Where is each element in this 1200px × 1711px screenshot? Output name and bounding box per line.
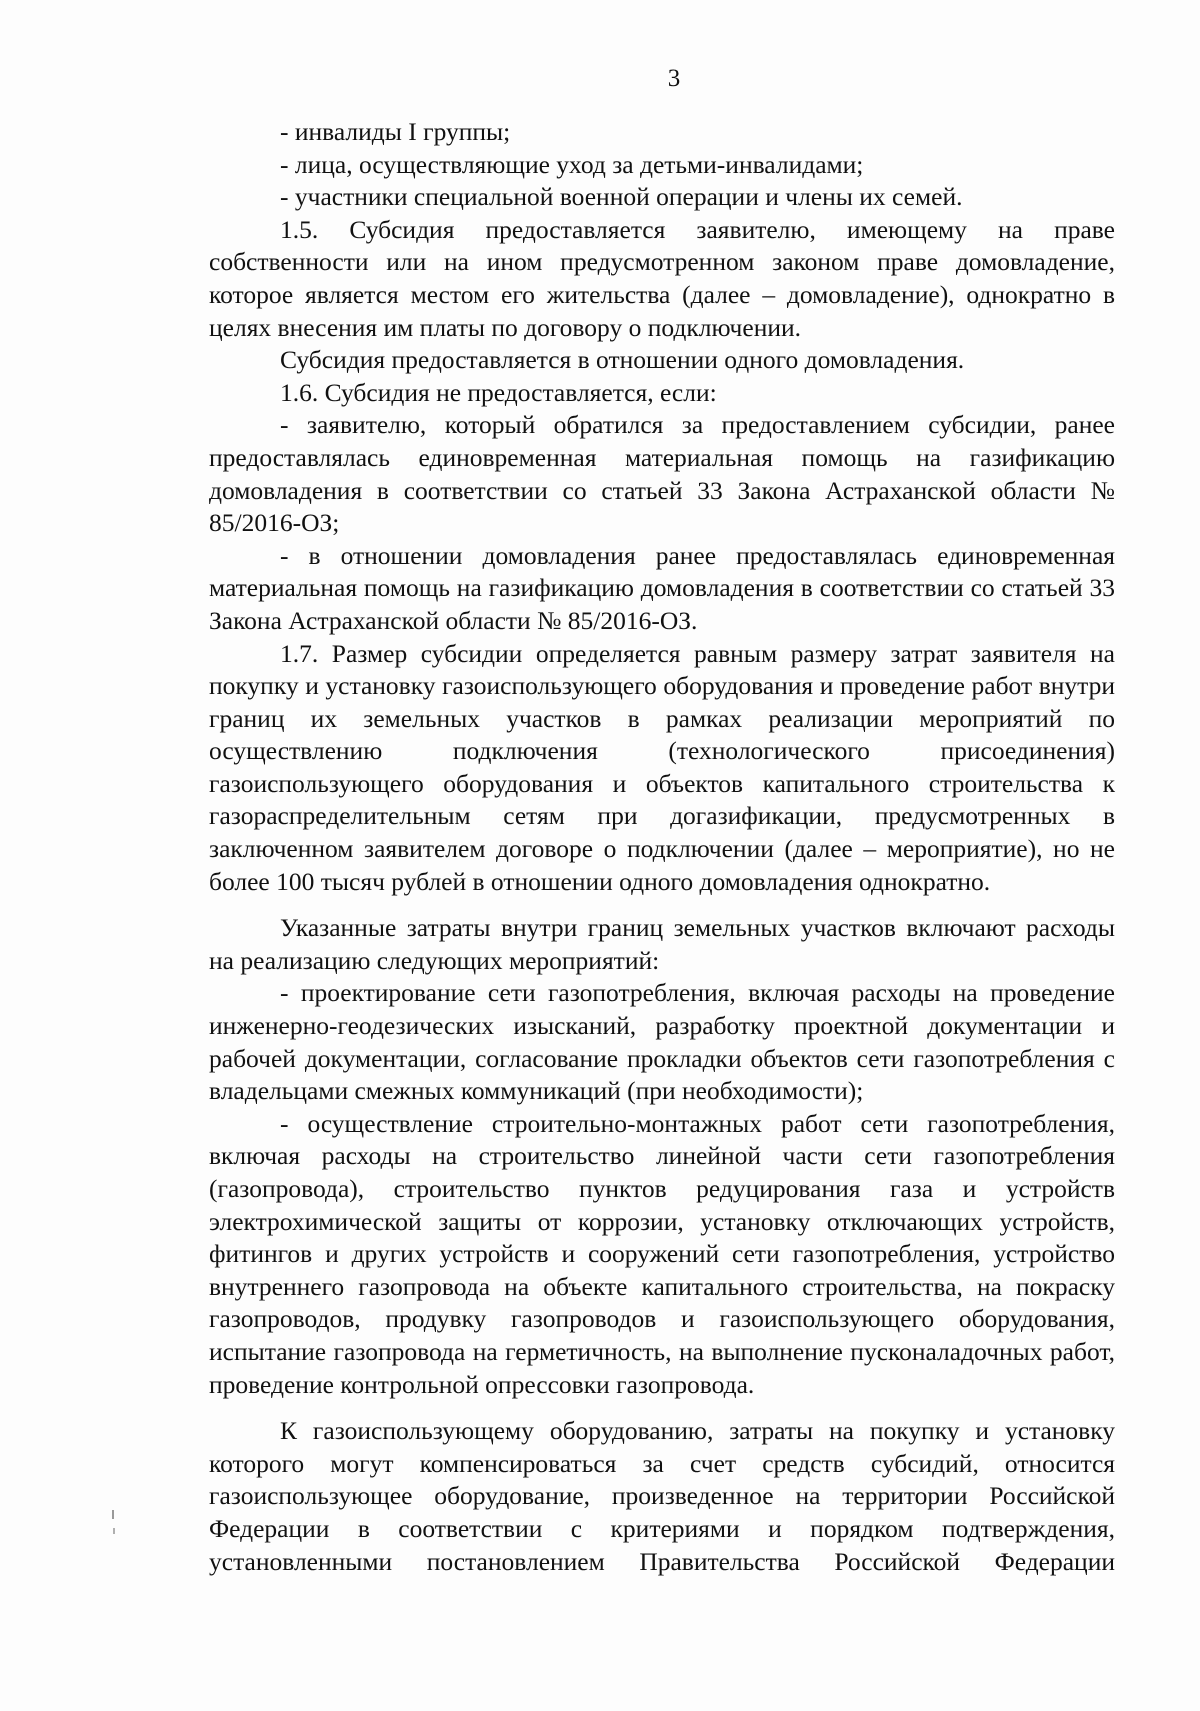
paragraph-11: - проектирование сети газопотребления, включая расходы на проведение инженерно-геодезических изысканий, разработку проектной документации и рабочей документации, согласование прокладки объектов сети газопотребления с владельцами смежных коммуникаций (при необходимости); bbox=[209, 978, 1115, 1106]
paragraph-9: 1.7. Размер субсидии определяется равным размеру затрат заявителя на покупку и установку газоиспользующего оборудования и проведение работ внутри границ их земельных участков в рамках реализации мероприятий по осуществлению подключения (технологического присоединения) газоиспользующего оборудования и объектов капитального строительства к газораспределительным сетям при догазификации, предусмотренных в заключенном заявителем договоре о подключении (далее – мероприятие), но не более 100 тысяч рублей в отношении одного домовладения однократно. bbox=[209, 638, 1115, 896]
paragraph-10: Указанные затраты внутри границ земельных участков включают расходы на реализацию следующих мероприятий: bbox=[209, 913, 1115, 975]
paragraph-6: 1.6. Субсидия не предоставляется, если: bbox=[280, 377, 717, 407]
scan-artifact-mark bbox=[112, 1510, 114, 1519]
page-number: 3 bbox=[667, 65, 681, 92]
paragraph-2: - лица, осуществляющие уход за детьми-инвалидами; bbox=[280, 149, 864, 179]
document-body bbox=[209, 116, 1115, 1578]
paragraph-7: - заявителю, который обратился за предоставлением субсидии, ранее предоставлялась единовременная материальная помощь на газификацию домовладения в соответствии со статьей 33 Закона Астраханской области № 85/2016-ОЗ; bbox=[209, 410, 1115, 538]
paragraph-1: - инвалиды I группы; bbox=[280, 117, 511, 146]
paragraph-12: - осуществление строительно-монтажных работ сети газопотребления, включая расходы на строительство линейной части сети газопотребления (газопровода), строительство пунктов редуцирования газа и устройств электрохимической защиты от коррозии, установку отключающих устройств, фитингов и других устройств и сооружений сети газопотребления, устройство внутреннего газопровода на объекте капитального строительства, на покраску газопроводов, продувку газопроводов и газоиспользующего оборудования, испытание газопровода на герметичность, на выполнение пусконаладочных работ, проведение контрольной опрессовки газопровода. bbox=[209, 1108, 1115, 1399]
paragraph-4: 1.5. Субсидия предоставляется заявителю, имеющему на праве собственности или на ином предусмотренном законом праве домовладение, которое является местом его жительства (далее – домовладение), однократно в целях внесения им платы по договору о подключении. bbox=[209, 214, 1115, 342]
paragraph-13: К газоиспользующему оборудованию, затраты на покупку и установку которого могут компенсироваться за счет средств субсидий, относится газоиспользующее оборудование, произведенное на территории Российской Федерации в соответствии с критериями и порядком подтверждения, установленными постановлением Правительства Российской Федерации bbox=[209, 1416, 1115, 1576]
scan-artifact-mark bbox=[113, 1528, 115, 1534]
paragraph-3: - участники специальной военной операции и члены их семей. bbox=[280, 182, 963, 212]
paragraph-8: - в отношении домовладения ранее предоставлялась единовременная материальная помощь на газификацию домовладения в соответствии со статьей 33 Закона Астраханской области № 85/2016-ОЗ. bbox=[209, 540, 1115, 635]
paragraph-5: Субсидия предоставляется в отношении одного домовладения. bbox=[280, 345, 965, 375]
